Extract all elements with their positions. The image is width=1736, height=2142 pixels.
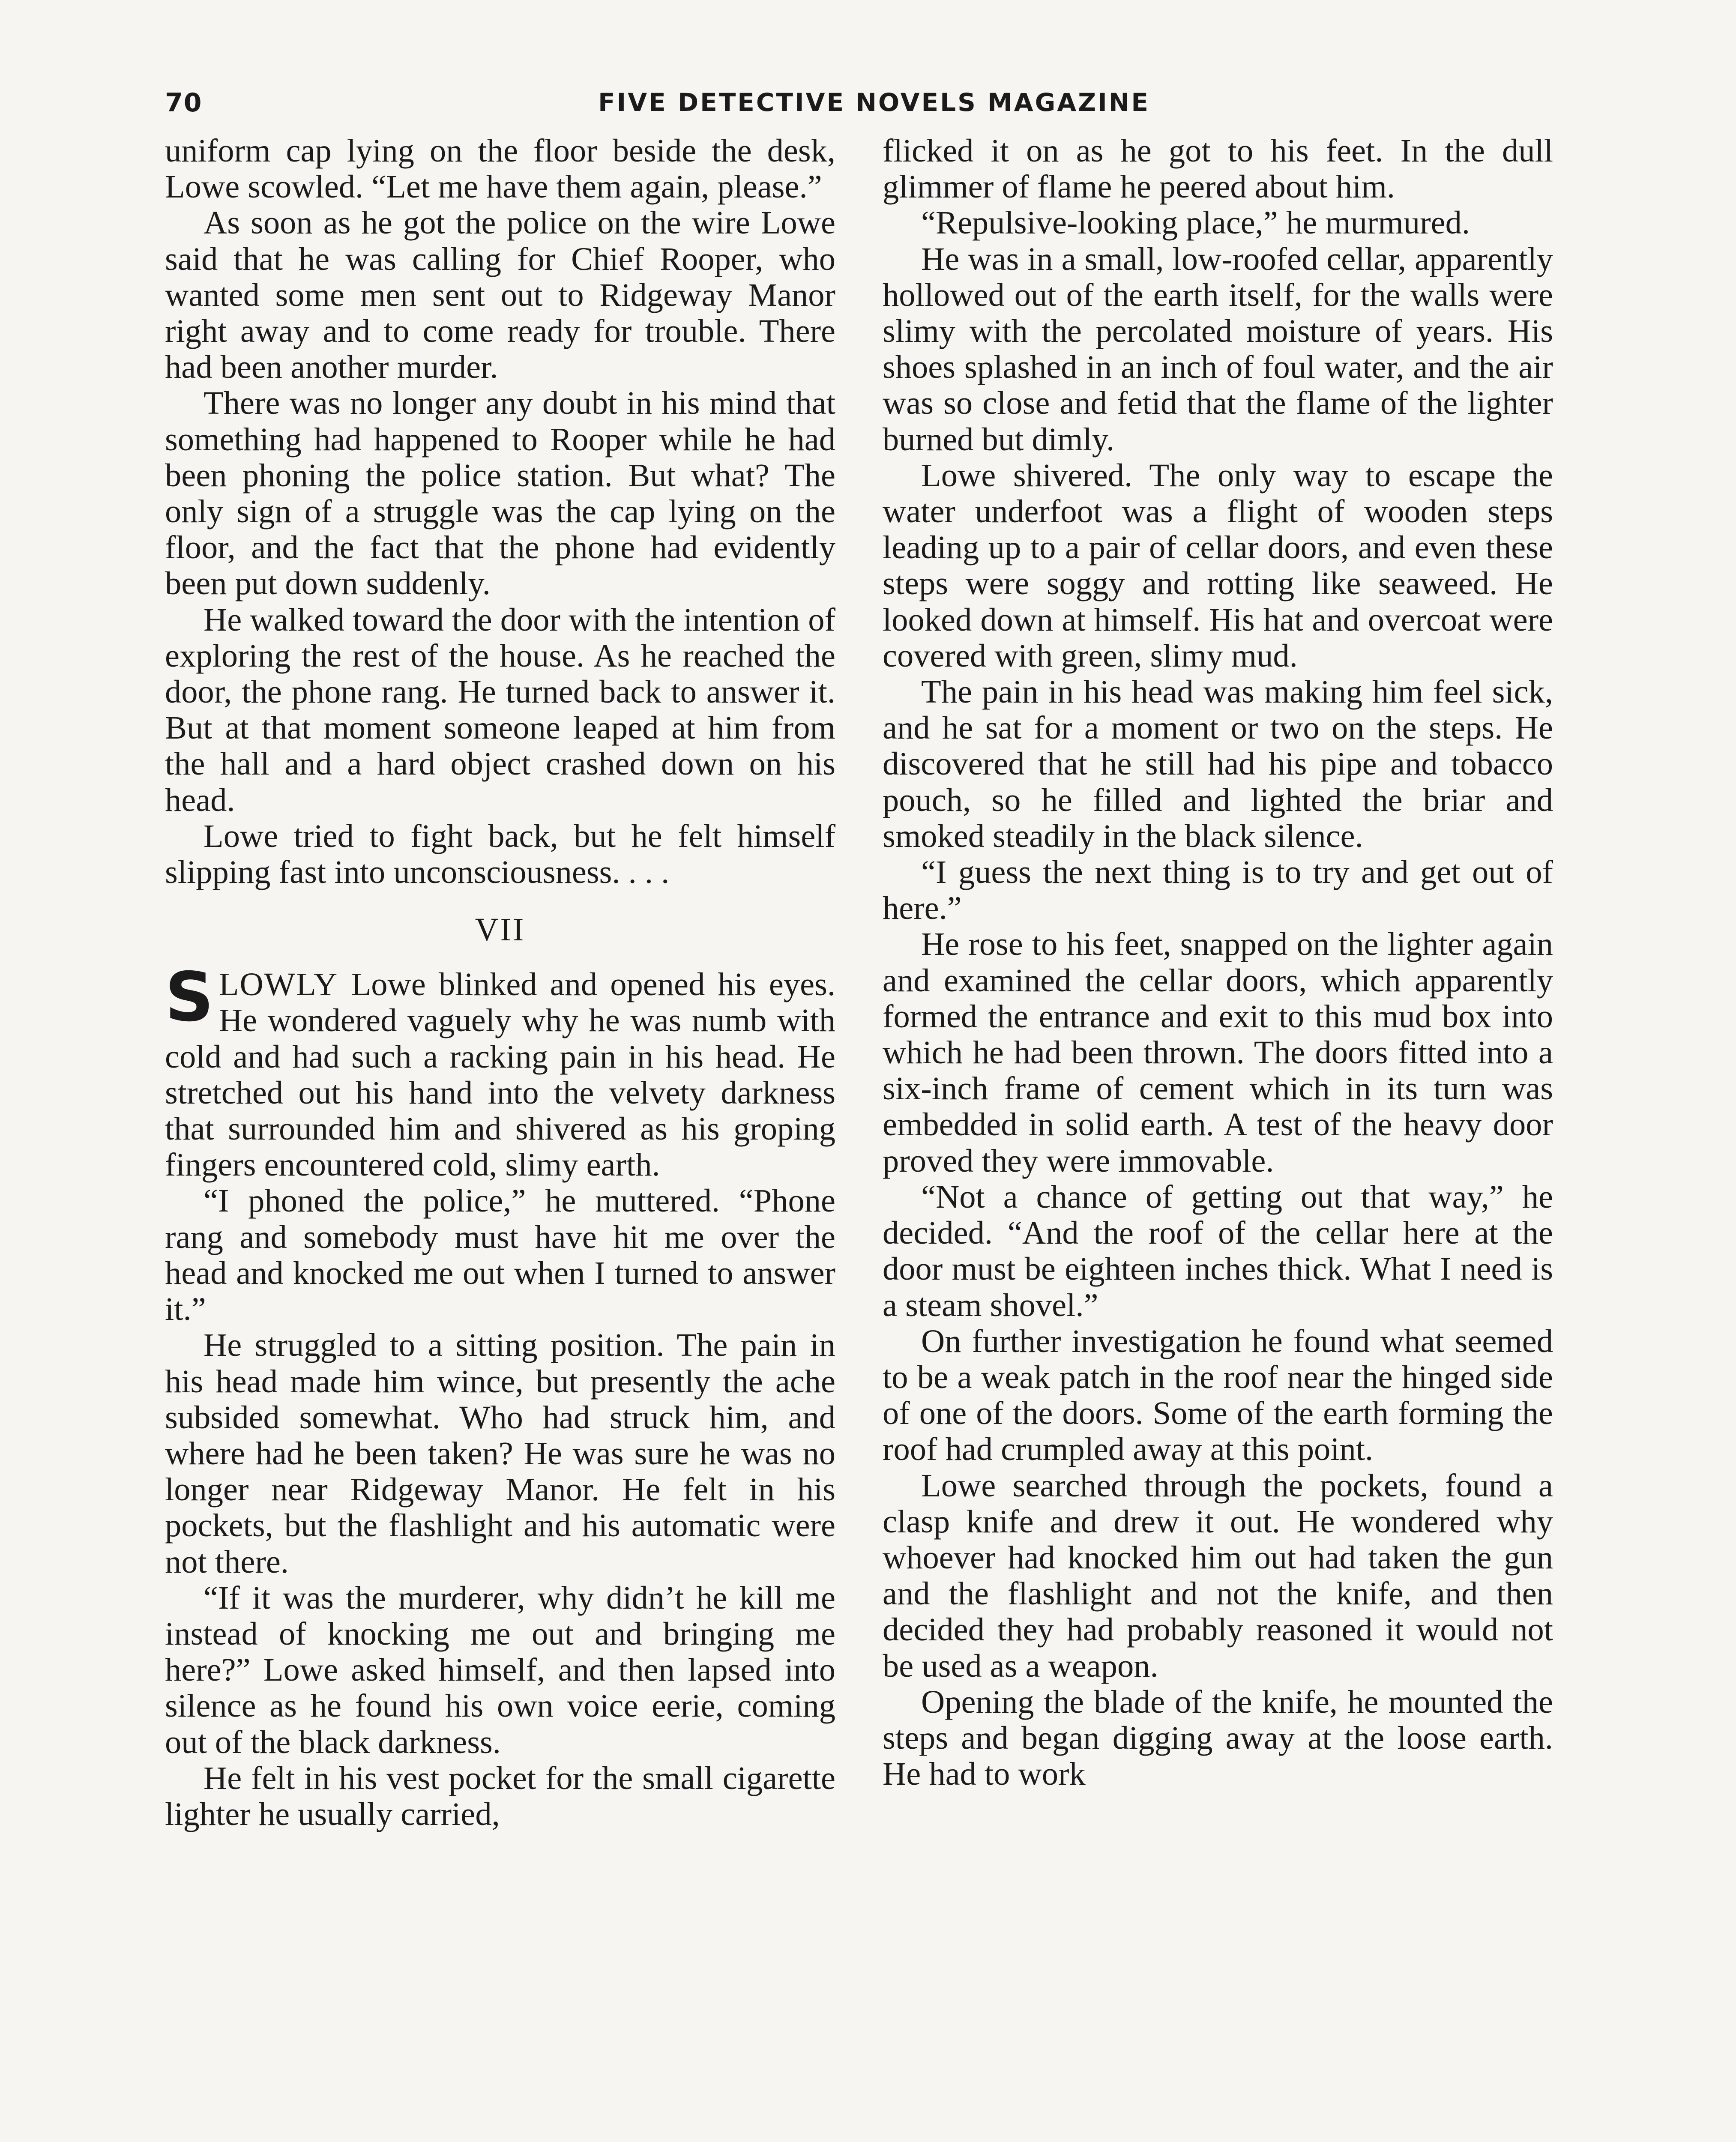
drop-cap: S — [165, 958, 214, 1037]
section-heading: VII — [475, 912, 526, 948]
paragraph: He rose to his feet, snapped on the lighter again and examined the cellar doors, which apparently formed the entrance and exit to this mud box into which he had been thrown. The doors fitted into a six-inch frame of cement which in its turn was embedded in solid earth. A test of the heavy door proved they were immovable. — [883, 926, 1553, 1179]
paragraph: “I guess the next thing is to try and get out of here.” — [883, 854, 1553, 927]
small-caps-lead: LOWLY — [218, 966, 338, 1003]
left-column — [165, 133, 835, 1832]
paragraph: He struggled to a sitting position. The pain in his head made him wince, but presently the ache subsided somewhat. Who had struck him, and where had he been taken? He was sure he was no longer near Ridgeway Manor. He felt in his pockets, but the flashlight and his automatic were not there. — [165, 1327, 835, 1580]
paragraph: As soon as he got the police on the wire Lowe said that he was calling for Chief Rooper, who wanted some men sent out to Ridgeway Manor right away and to come ready for trouble. There had been another murder. — [165, 204, 835, 386]
page-number: 70 — [165, 88, 203, 118]
paragraph: “I phoned the police,” he muttered. “Phone rang and somebody must have hit me over the head and knocked me out when I turned to answer it.” — [165, 1182, 835, 1328]
paragraph: There was no longer any doubt in his mind that something had happened to Rooper while he had been phoning the police station. But what? The only sign of a struggle was the cap lying on the floor, and the fact that the phone had evidently been put down suddenly. — [165, 385, 835, 602]
paragraph: uniform cap lying on the floor beside the desk, Lowe scowled. “Let me have them again, please.” — [165, 132, 835, 205]
paragraph: Lowe searched through the pockets, found a clasp knife and drew it out. He wondered why whoever had knocked him out had taken the gun and the flashlight and not the knife, and then decided they had probably reasoned it would not be used as a weapon. — [883, 1467, 1553, 1684]
paragraph: “Not a chance of getting out that way,” he decided. “And the roof of the cellar here at the door must be eighteen inches thick. What I need is a steam shovel.” — [883, 1178, 1553, 1323]
paragraph: Lowe tried to fight back, but he felt himself slipping fast into unconsciousness. . . . — [165, 817, 835, 891]
paragraph: Lowe shivered. The only way to escape the water underfoot was a flight of wooden steps leading up to a pair of cellar doors, and even these steps were soggy and rotting like seaweed. He looked down at himself. His hat and overcoat were covered with green, slimy mud. — [883, 457, 1553, 674]
running-head: FIVE DETECTIVE NOVELS MAGAZINE — [598, 88, 1150, 117]
paragraph: Opening the blade of the knife, he mounted the steps and began digging away at the loose earth. He had to work — [883, 1683, 1553, 1792]
right-column — [883, 133, 1553, 1792]
paragraph-text: Lowe blinked and opened his eyes. He wondered vaguely why he was numb with cold and had such a racking pain in his head. He stretched out his hand into the velvety darkness that surrounded him and shivered as his groping fingers encountered cold, slimy earth. — [165, 966, 835, 1183]
paragraph: “Repulsive-looking place,” he murmured. — [921, 204, 1470, 241]
paragraph: He felt in his vest pocket for the small cigarette lighter he usually carried, — [165, 1759, 835, 1832]
paragraph: “If it was the murderer, why didn’t he kill me instead of knocking me out and bringing me here?” Lowe asked himself, and then lapsed into silence as he found his own voice eerie, coming out of the black darkness. — [165, 1579, 835, 1760]
chapter-opening-paragraph — [165, 958, 835, 1183]
paragraph: The pain in his head was making him feel sick, and he sat for a moment or two on the steps. He discovered that he still had his pipe and tobacco pouch, so he filled and lighted the briar and smoked steadily in the black silence. — [883, 673, 1553, 854]
paragraph: He was in a small, low-roofed cellar, apparently hollowed out of the earth itself, for the walls were slimy with the percolated moisture of years. His shoes splashed in an inch of foul water, and the air was so close and fetid that the flame of the lighter burned but dimly. — [883, 240, 1553, 458]
paragraph: flicked it on as he got to his feet. In the dull glimmer of flame he peered about him. — [883, 132, 1553, 205]
paragraph: On further investigation he found what seemed to be a weak patch in the roof near the hinged side of one of the doors. Some of the earth forming the roof had crumpled away at this point. — [883, 1322, 1553, 1468]
paragraph: He walked toward the door with the intention of exploring the rest of the house. As he reached the door, the phone rang. He turned back to answer it. But at that moment someone leaped at him from the hall and a hard object crashed down on his head. — [165, 601, 835, 818]
